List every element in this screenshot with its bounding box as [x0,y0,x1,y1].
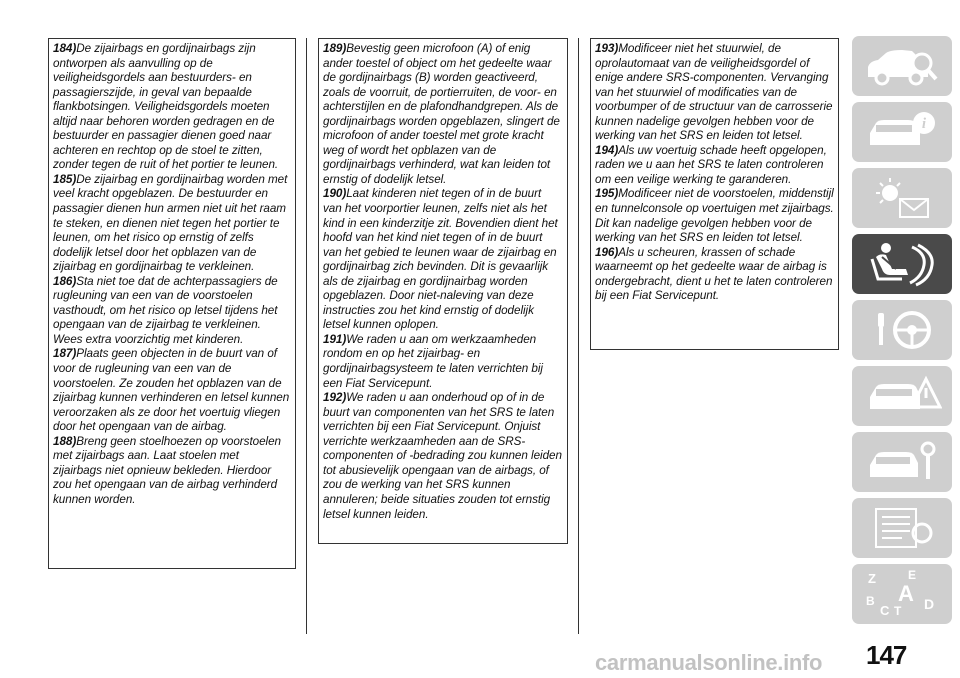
note-185: 185)De zijairbag en gordijnairbag worden met veel kracht opgeblazen. De bestuurder en passagier dienen hun armen niet uit het raam te steken, en dienen niet tegen het portier te leunen, om het risico op ernstig of zelfs dodelijk letsel door het opblazen van de zijairbag en gordijnairbag te verkleinen. [53,172,288,274]
notes-column-2 [318,38,568,544]
tab-starting-driving[interactable] [852,300,952,360]
tab-index[interactable] [852,564,952,624]
tab-warning-lights[interactable] [852,168,952,228]
note-191: 191)We raden u aan om werkzaamheden rondom en op het zijairbag- en gordijnairbagsysteem te laten verrichten bij een Fiat Servicepunt. [323,332,543,390]
watermark: carmanualsonline.info [595,650,823,675]
tab-servicing-maintenance[interactable] [852,432,952,492]
car-maintenance-wrench-icon [862,439,942,485]
car-search-icon [862,43,942,89]
note-189: 189)Bevestig geen microfoon (A) of enig ander toestel of object om het gedeelte waar de gordijnairbags (B) worden geactiveerd, zoals de voorruit, de portierruiten, de voor- en achterstijlen en de plafondhandgrepen. Als de gordijnairbags worden opgeblazen, slingert de microfoon of ander toestel met grote kracht weg of wordt het opblazen van de gordijnairbags verhinderd, wat kan leiden tot ernstig of dodelijk letsel. [323,42,560,186]
tab-getting-to-know-car[interactable] [852,36,952,96]
tab-safety[interactable] [852,234,952,294]
note-184: 184)De zijairbags en gordijnairbags zijn ontworpen als aanvulling op de veiligheidsgordels aan bestuurders- en passagierszijde, in geval van bepaalde flankbotsingen. Veiligheidsgordels moeten altijd naar behoren worden gedragen en de bestuurder en passagier dienen goed naar achteren en rechtop op de stoel te zitten, zonder tegen de ruit of het portier te leunen. [53,42,279,172]
alphabetical-index-icon [862,569,942,619]
index-letter-z: Z [868,571,876,586]
notes-column-3 [590,38,839,350]
index-letter-d: D [924,596,935,612]
column-divider-1 [306,38,307,634]
note-195: 195)Modificeer niet de voorstoelen, middenstijl en tunnelconsole op voertuigen met zijairbags. Dit kan nadelige gevolgen hebben voor de werking van het SRS en leiden tot letsel. [595,187,834,245]
note-193: 193)Modificeer niet het stuurwiel, de oprolautomaat van de veiligheidsgordel of enige andere SRS-componenten. Vervanging van het stuurwiel of modificaties van de voorbumper of de structuur van de carrosserie kunnen nadelige gevolgen hebben voor de werking van het SRS en leiden tot letsel. [595,42,833,143]
key-steering-wheel-icon [862,307,942,353]
note-194: 194)Als uw voertuig schade heeft opgelopen, raden we u aan het SRS te laten controleren om een veilige werking te garanderen. [595,143,827,186]
warning-light-message-icon [862,175,942,221]
index-letter-a: A [898,581,914,606]
index-letter-b: B [866,594,875,608]
emergency-warning-triangle-icon [862,373,942,419]
note-192: 192)We raden u aan onderhoud op of in de buurt van componenten van het SRS te laten verrichten bij een Fiat Servicepunt. Onjuist verrichte werkzaamheden aan de SRS-componenten of -bedrading zou kunnen leiden tot abusievelijk opengaan van de airbags, of zou de werking van het SRS kunnen annuleren; beide situaties zouden tot ernstig letsel kunnen leiden. [323,391,562,521]
car-info-icon [862,109,942,155]
index-letter-t: T [894,604,902,618]
airbag-seat-icon [862,239,942,289]
note-188: 188)Breng geen stoelhoezen op voorstoelen met zijairbags aan. Laat stoelen met zijairbags niet opnieuw bekleden. Hierdoor zou het opengaan van de airbag verhinderd kunnen worden. [53,434,281,506]
tab-emergency[interactable] [852,366,952,426]
page-number: 147 [866,640,907,670]
tab-dashboard-info[interactable] [852,102,952,162]
chapter-tabs [852,36,952,630]
note-187: 187)Plaats geen objecten in de buurt van of voor de rugleuning van een van de voorstoelen. Ze zouden het opblazen van de zijairbag kunnen verhinderen en letsel kunnen veroorzaken als ze door het voertuig vliegen door het opengaan van de airbag. [53,347,290,434]
specifications-list-icon [862,505,942,551]
index-letter-c: C [880,603,890,618]
tab-technical-specifications[interactable] [852,498,952,558]
note-196: 196)Als u scheuren, krassen of schade waarneemt op het gedeelte waar de airbag is ondergebracht, dient u het te laten controleren bij een Fiat Servicepunt. [595,245,833,303]
svg-text:i: i [921,116,927,132]
notes-column-1 [48,38,296,569]
index-letter-e: E [908,569,917,582]
note-190: 190)Laat kinderen niet tegen of in de buurt van het voorportier leunen, zelfs niet als het kind in een kinderzitje zit. Bovendien dient het hoofd van het kind niet tegen of in de buurt van het gebied te leunen waar de zijairbag en gordijnairbag zich bevinden. Dit is gevaarlijk als de zijairbag en gordijnairbag worden opgeblazen. Door niet-naleving van deze instructies zou het kind ernstig of dodelijk letsel kunnen oplopen. [323,187,558,332]
column-divider-2 [578,38,579,634]
note-186: 186)Sta niet toe dat de achterpassagiers de rugleuning van een van de voorstoelen vasthoudt, om het risico op letsel tijdens het opengaan van de zijairbag te verkleinen. Wees extra voorzichtig met kinderen. [53,274,278,346]
